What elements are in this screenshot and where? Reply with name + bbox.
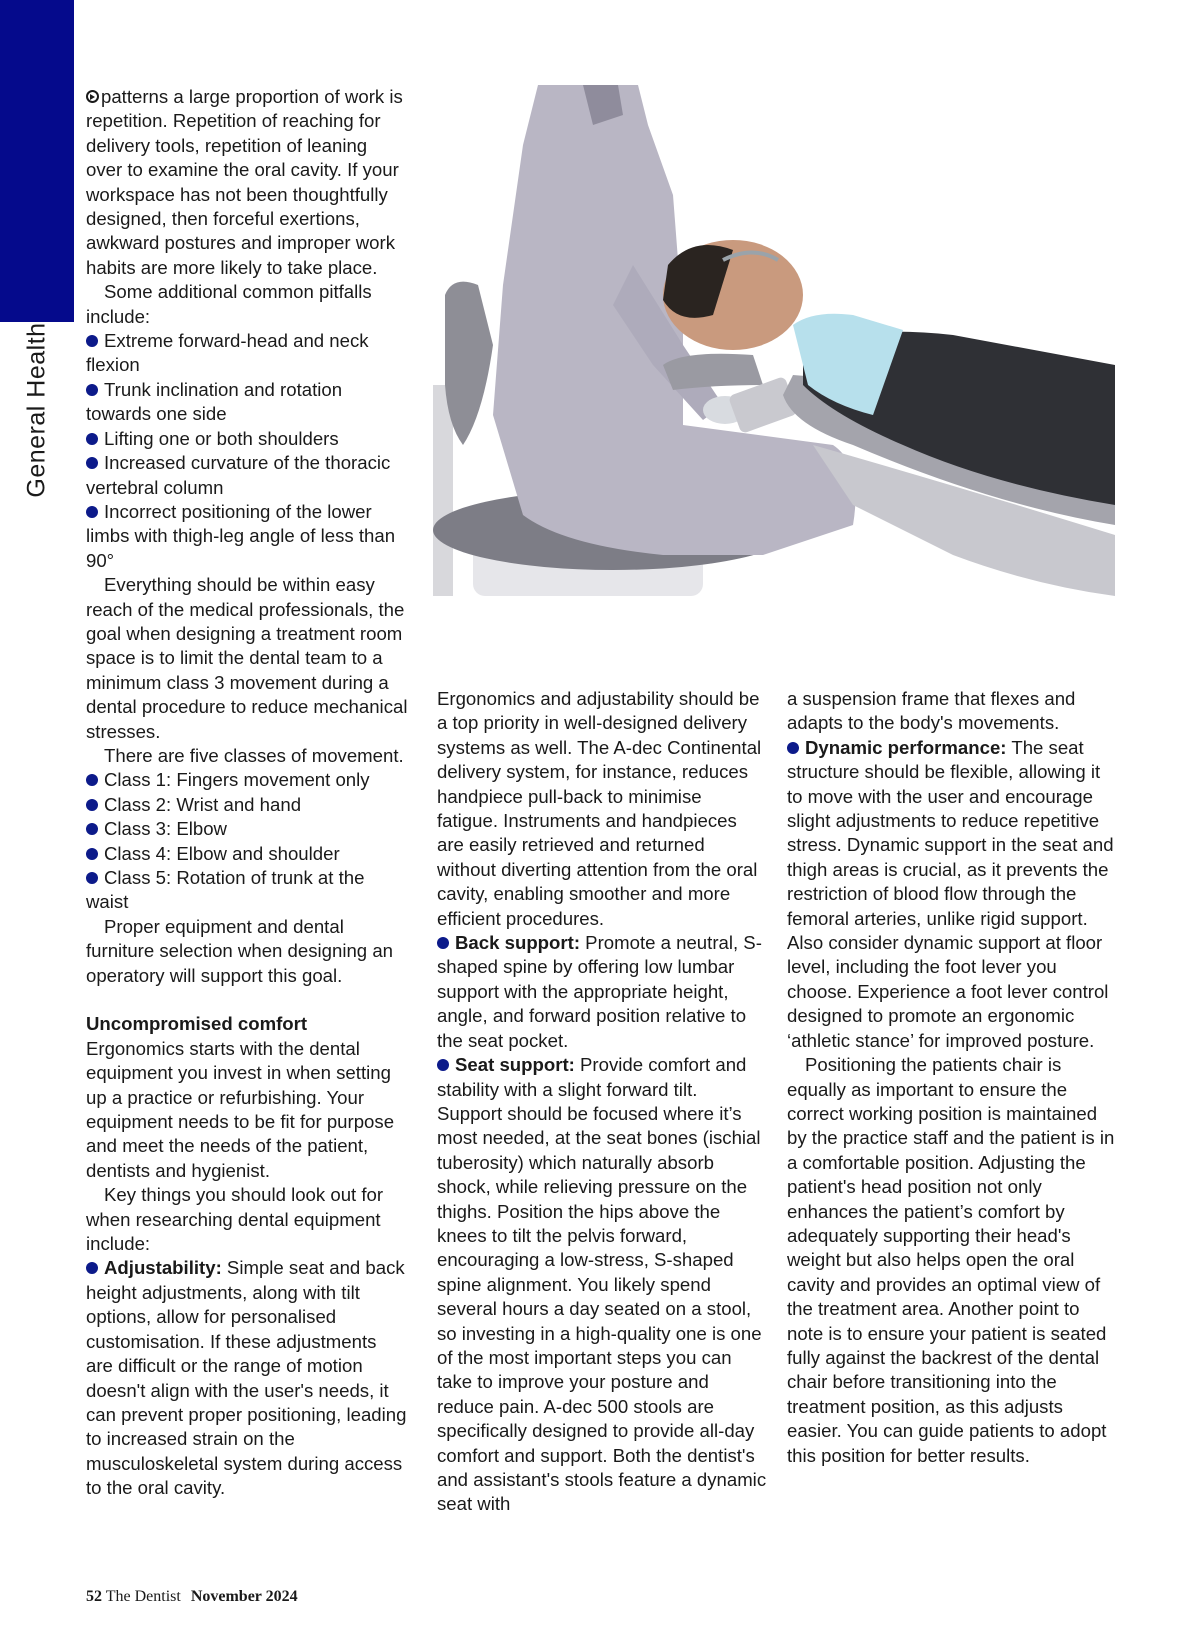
bullet-icon: [86, 872, 98, 884]
bullet-icon: [86, 848, 98, 860]
article-column-3: [787, 687, 1117, 1468]
list-item: Dynamic performance: The seat structure should be flexible, allowing it to move with the user and encourage slight adjustments to reduce repetitive stress. Dynamic support in the seat and thigh areas is crucial, as it prevents the restriction of blood flow through the femoral arteries, unlike rigid support. Also consider dynamic support at floor level, including the foot lever you choose. Experience a foot lever control designed to promote an ergonomic ‘athletic stance’ for improved posture.: [787, 736, 1114, 1051]
list-item: Class 1: Fingers movement only: [86, 768, 408, 792]
paragraph: Ergonomics starts with the dental equipment you invest in when setting up a practice or refurbishing. Your equipment needs to be fit for purpose and meet the needs of the patient, dentists and hygienist.: [86, 1037, 395, 1181]
bullet-icon: [86, 335, 98, 347]
paragraph: There are five classes of movement.: [104, 744, 404, 766]
section-color-bar: [0, 0, 74, 322]
continued-paragraph: patterns a large proportion of work is repetition. Repetition of reaching for delivery tools, repetition of leaning over to examine the oral cavity. If your workspace has not been thoughtfully designed, then forceful exertions, awkward postures and improper work habits are more likely to take place.: [86, 86, 403, 278]
page-number: 52: [86, 1588, 102, 1605]
list-item: Lifting one or both shoulders: [86, 427, 408, 451]
bullet-icon: [86, 1262, 98, 1274]
article-photo: [433, 85, 1115, 596]
paragraph: Positioning the patients chair is equally as important to ensure the correct working position is maintained by the practice staff and the patient is in a comfortable position. Adjusting the patient's head position not only enhances the patient’s comfort by adequately supporting their head's weight but also helps open the oral cavity and provides an optimal view of the treatment area. Another point to note is to ensure your patient is seated fully against the backrest of the dental chair before transitioning into the treatment position, as this adjusts easier. You can guide patients to adopt this position for better results.: [787, 1054, 1115, 1466]
paragraph: Key things you should look out for when researching dental equipment include:: [86, 1184, 384, 1255]
publication-name: The Dentist: [105, 1588, 181, 1605]
list-item: Class 2: Wrist and hand: [86, 793, 408, 817]
list-item: Class 3: Elbow: [86, 817, 408, 841]
bullet-icon: [86, 433, 98, 445]
paragraph: Everything should be within easy reach of the medical professionals, the goal when designing a treatment room space is to limit the dental team to a minimum class 3 movement during a dental procedure to reduce mechanical stresses.: [86, 574, 408, 742]
list-item: Extreme forward-head and neck flexion: [86, 330, 369, 376]
bullet-icon: [86, 823, 98, 835]
bullet-icon: [86, 774, 98, 786]
bullet-icon: [86, 506, 98, 518]
bullet-icon: [86, 799, 98, 811]
list-item: Class 5: Rotation of trunk at the waist: [86, 867, 365, 913]
paragraph: Some additional common pitfalls include:: [86, 281, 372, 327]
paragraph: Ergonomics and adjustability should be a top priority in well-designed delivery systems as well. The A-dec Continental delivery system, for instance, reduces handpiece pull-back to minimise fatigue. Instruments and handpieces are easily retrieved and returned without diverting attention from the oral cavity, enabling smoother and more efficient procedures.: [437, 688, 762, 929]
list-item: Back support: Promote a neutral, S-shaped spine by offering low lumbar support with the appropriate height, angle, and forward position relative to the seat pocket.: [437, 932, 762, 1051]
bullet-icon: [86, 384, 98, 396]
article-column-2: [437, 687, 767, 1517]
section-label: General Health: [22, 322, 51, 498]
list-item: Class 4: Elbow and shoulder: [86, 842, 408, 866]
article-column-1: [86, 85, 408, 1501]
bullet-icon: [86, 457, 98, 469]
issue-date: November 2024: [190, 1588, 298, 1605]
list-item: Trunk inclination and rotation towards one side: [86, 378, 343, 425]
background-cabinet: [433, 385, 453, 596]
page-footer: [86, 1588, 298, 1606]
list-item: Adjustability: Simple seat and back height adjustments, along with tilt options, allow for personalised customisation. If these adjustments are difficult or the range of motion doesn't align with the user's needs, it can prevent proper positioning, leading to increased strain on the musculoskeletal system during access to the oral cavity.: [86, 1257, 407, 1499]
bullet-icon: [437, 937, 449, 949]
paragraph: Proper equipment and dental furniture selection when designing an operatory will support this goal.: [86, 915, 393, 986]
headrest: [663, 354, 763, 390]
subheading: Uncompromised comfort: [86, 1013, 308, 1035]
continued-arrow-icon: [86, 90, 99, 103]
list-item: Seat support: Provide comfort and stability with a slight forward tilt. Support should be focused where it’s most needed, at the seat bones (ischial tuberosity) which naturally absorb shock, while relieving pressure on the thighs. Position the hips above the knees to tilt the pelvis forward, encouraging a low-stress, S-shaped spine alignment. You likely spend several hours a day seated on a stool, so investing in a high-quality one is one of the most important steps you can take to improve your posture and reduce pain. A-dec 500 stools are specifically designed to provide all-day comfort and support. Both the dentist's and assistant's stools feature a dynamic seat with: [437, 1054, 767, 1515]
bullet-icon: [437, 1059, 449, 1071]
bullet-icon: [787, 742, 799, 754]
list-item: Incorrect positioning of the lower limbs with thigh-leg angle of less than 90°: [86, 500, 396, 571]
paragraph: a suspension frame that flexes and adapts to the body's movements.: [787, 688, 1076, 734]
list-item: Increased curvature of the thoracic vertebral column: [86, 452, 391, 498]
dental-ergonomics-photo: [433, 85, 1115, 596]
